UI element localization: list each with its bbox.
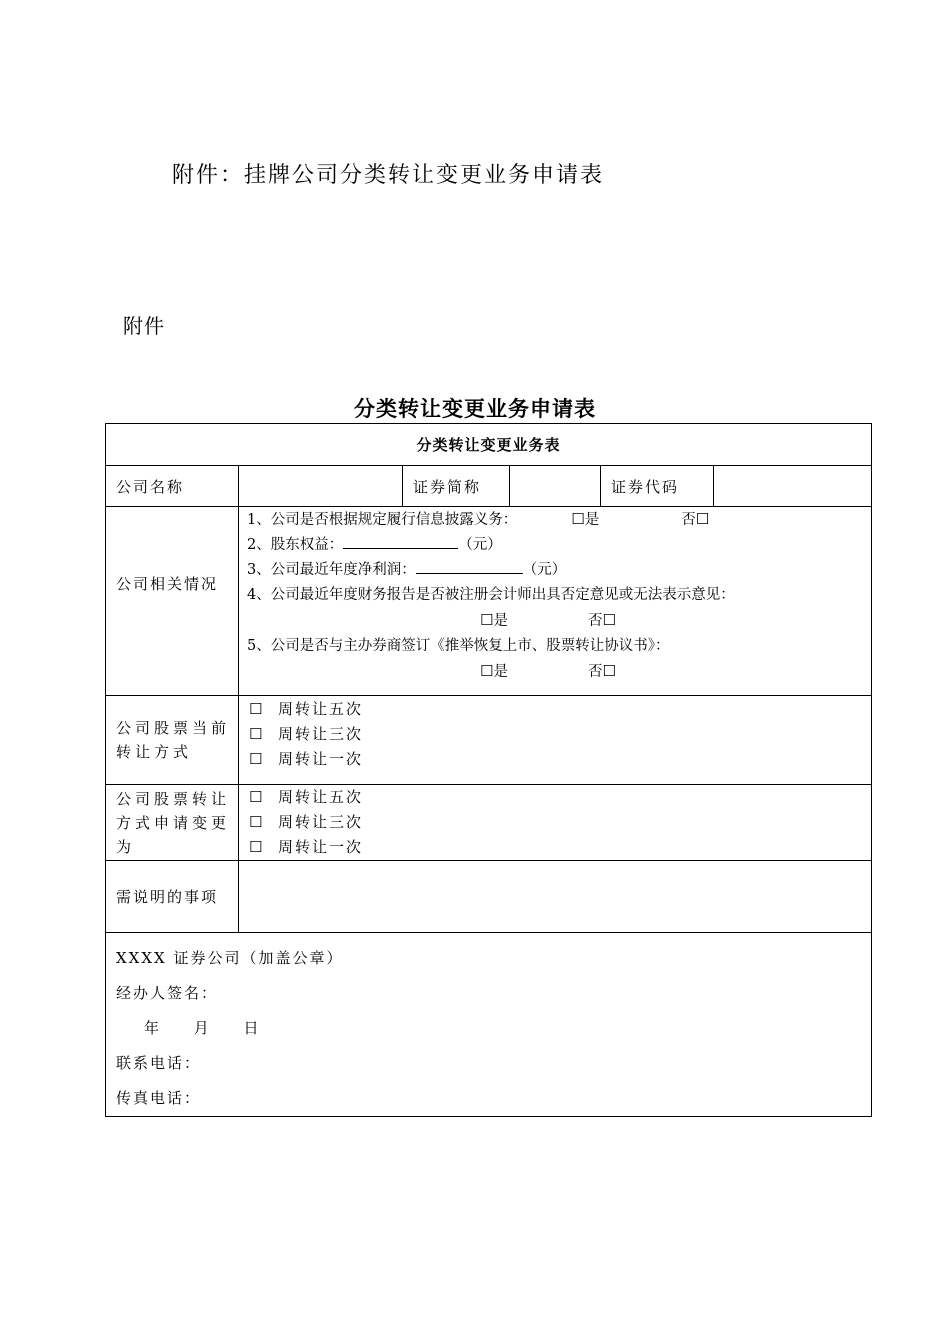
question-3-unit: （元）: [522, 562, 567, 578]
change-option-five-checkbox[interactable]: ☐: [249, 788, 265, 806]
security-short-name-label: 证券简称: [403, 466, 510, 507]
company-name-field[interactable]: [239, 466, 403, 507]
question-2-text: 2、股东权益：: [247, 537, 344, 553]
change-option-three-label: 周转让三次: [278, 813, 364, 831]
change-option-five[interactable]: [239, 785, 871, 810]
question-4-options: [247, 608, 871, 634]
question-4: [247, 583, 871, 608]
current-option-three-label: 周转让三次: [278, 725, 364, 743]
change-option-three[interactable]: [239, 810, 871, 835]
change-option-five-label: 周转让五次: [278, 788, 364, 806]
question-3: [247, 558, 871, 583]
net-profit-blank[interactable]: [416, 559, 523, 574]
equity-blank[interactable]: [343, 534, 458, 549]
form-title: 分类转让变更业务申请表: [354, 396, 596, 421]
form-header: 分类转让变更业务表: [106, 424, 872, 466]
question-2-unit: （元）: [458, 537, 502, 553]
security-code-label: 证券代码: [601, 466, 714, 507]
current-option-one[interactable]: [239, 747, 871, 772]
attachment-label: 附件: [123, 314, 165, 338]
current-option-three-checkbox[interactable]: ☐: [249, 725, 265, 743]
q1-no-checkbox[interactable]: ☐: [695, 510, 710, 528]
q1-yes-label: 是: [584, 512, 600, 528]
question-3-text: 3、公司最近年度净利润：: [247, 562, 416, 578]
change-option-one-checkbox[interactable]: ☐: [249, 838, 265, 856]
company-situation-label: 公司相关情况: [106, 507, 239, 696]
change-transfer-options: [239, 785, 872, 861]
notes-label: 需说明的事项: [106, 861, 239, 933]
q1-yes-checkbox[interactable]: ☐: [571, 510, 585, 528]
change-transfer-method-label: 公司股票转让方式申请变更为: [106, 785, 239, 861]
security-short-name-field[interactable]: [510, 466, 601, 507]
security-code-field[interactable]: [714, 466, 872, 507]
signature-block: [106, 933, 872, 1117]
q5-yes-label: 是: [493, 664, 508, 680]
question-4-text: 4、公司最近年度财务报告是否被注册会计师出具否定意见或无法表示意见：: [247, 587, 735, 603]
company-name-label: 公司名称: [106, 466, 239, 507]
sign-date[interactable]: 年 月 日: [144, 1019, 261, 1037]
current-option-five-label: 周转让五次: [278, 700, 364, 718]
current-option-three[interactable]: [239, 722, 871, 747]
change-option-three-checkbox[interactable]: ☐: [249, 813, 265, 831]
q4-no-label: 否: [587, 613, 603, 629]
change-option-one-label: 周转让一次: [278, 838, 364, 856]
question-5-text: 5、公司是否与主办券商签订《推举恢复上市、股票转让协议书》：: [247, 638, 670, 654]
question-5-options: [247, 659, 871, 685]
question-5: [247, 634, 871, 659]
application-form-table: [105, 423, 872, 1117]
question-1: [247, 507, 871, 533]
question-2: [247, 533, 871, 558]
fax-phone[interactable]: 传真电话：: [116, 1089, 202, 1107]
contact-phone[interactable]: 联系电话：: [116, 1054, 202, 1072]
change-option-one[interactable]: [239, 835, 871, 860]
company-situation-content: [239, 507, 872, 696]
current-option-five[interactable]: [239, 697, 871, 722]
handler-signature[interactable]: 经办人签名：: [116, 984, 219, 1002]
current-transfer-options: [239, 696, 872, 785]
securities-company-seal: XXXX 证券公司（加盖公章）: [116, 949, 344, 967]
q4-yes-checkbox[interactable]: ☐: [480, 611, 494, 629]
question-1-text: 1、公司是否根据规定履行信息披露义务：: [247, 512, 518, 528]
document-heading: 附件：挂牌公司分类转让变更业务申请表: [172, 163, 605, 188]
q5-yes-checkbox[interactable]: ☐: [480, 662, 494, 680]
current-option-five-checkbox[interactable]: ☐: [249, 700, 265, 718]
q4-yes-label: 是: [493, 613, 508, 629]
q1-no-label: 否: [681, 512, 696, 528]
current-transfer-method-label: 公司股票当前转让方式: [106, 696, 239, 785]
q5-no-label: 否: [587, 664, 603, 680]
q4-no-checkbox[interactable]: ☐: [602, 611, 616, 629]
current-option-one-checkbox[interactable]: ☐: [249, 750, 265, 768]
notes-field[interactable]: [239, 861, 872, 933]
current-option-one-label: 周转让一次: [278, 750, 364, 768]
q5-no-checkbox[interactable]: ☐: [602, 662, 616, 680]
